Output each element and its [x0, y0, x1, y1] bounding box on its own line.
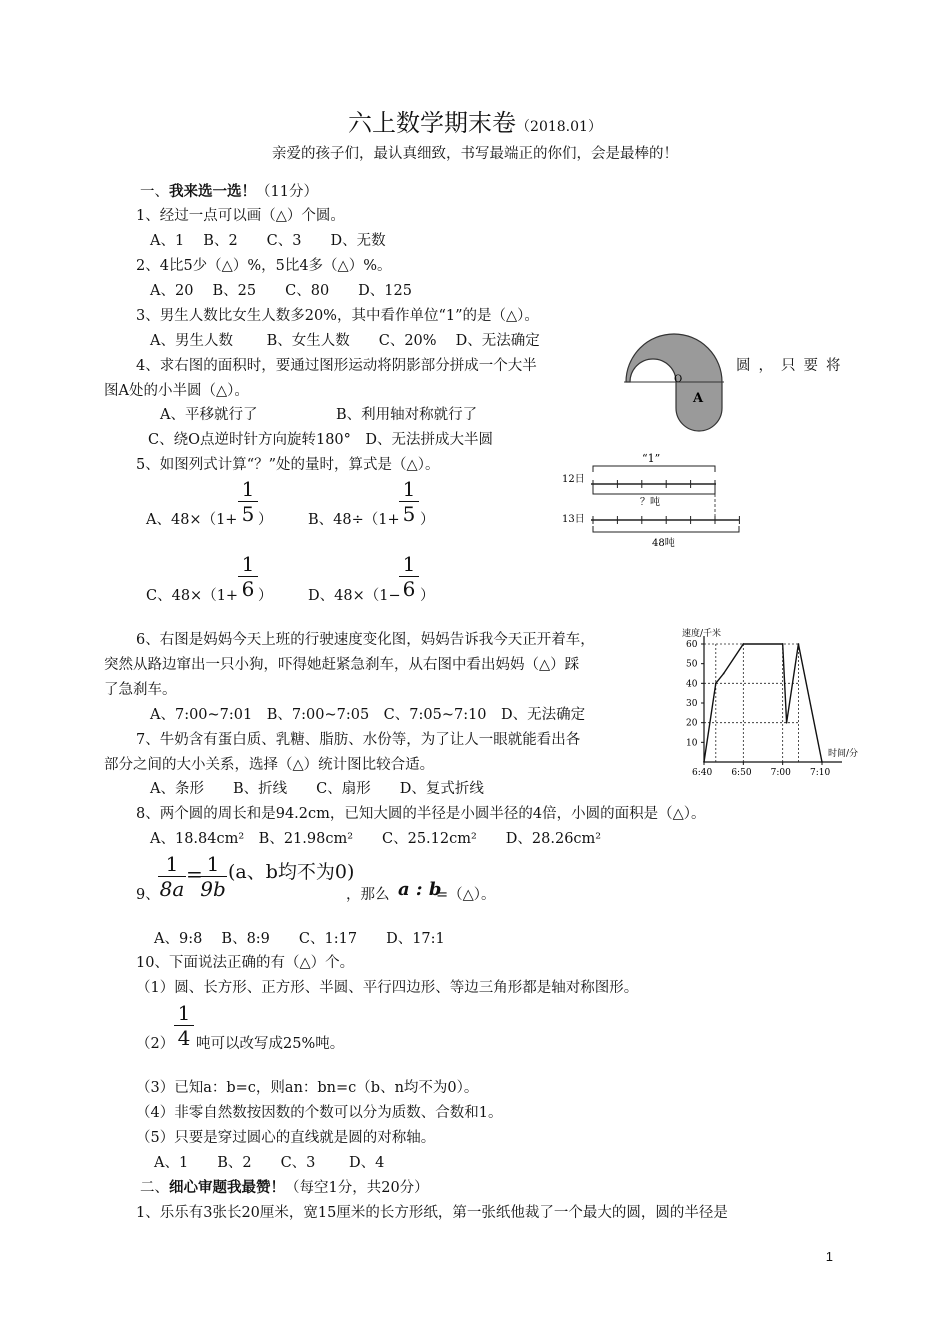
y-tick-label: 40	[686, 679, 698, 690]
q5-frac-b-num: 1	[402, 477, 416, 501]
chart-series	[703, 643, 823, 763]
q4-figure	[620, 330, 730, 410]
q8-stem: 8、两个圆的周长和是94.2cm，已知大圆的半径是小圆半径的4倍，小圆的面积是（△）。	[136, 806, 706, 822]
q5-opt-b-post: ）	[420, 512, 435, 528]
chart-y-ticks	[686, 640, 704, 748]
chart-axes	[704, 636, 842, 762]
title-date: （2018.01）	[516, 119, 602, 135]
q9-frac2-den: 9b	[200, 877, 226, 901]
q4-opt-cd: C、绕O点逆时针方向旋转180° D、无法拼成大半圆	[148, 432, 494, 448]
q8-options: A、18.84cm² B、21.98cm² C、25.12cm² D、28.26cm²	[150, 831, 602, 847]
q9-tail: =（△）。	[436, 887, 496, 903]
x-tick-label: 7:00	[770, 768, 791, 778]
q6-line2: 突然从路边窜出一只小狗，吓得她赶紧急刹车，从右图中看出妈妈（△）踩	[104, 657, 580, 673]
q5-opt-d-post: ）	[420, 588, 435, 604]
series-point	[703, 761, 705, 763]
section1-num: 一、	[140, 184, 169, 200]
q4-label-a: A	[693, 391, 704, 406]
q7-line1: 7、牛奶含有蛋白质、乳糖、脂肪、水份等，为了让人一眼就能看出各	[136, 732, 581, 748]
q10-s2-pre: （2）	[136, 1036, 175, 1052]
q5-segment-figure	[560, 448, 750, 552]
q7-options: A、条形 B、折线 C、扇形 D、复式折线	[150, 781, 484, 797]
q5-frac-c	[238, 553, 258, 600]
q5-frac-c-num: 1	[241, 552, 255, 576]
y-tick-label: 30	[686, 699, 698, 709]
q10-s4: （4）非零自然数按因数的个数可以分为质数、合数和1。	[136, 1105, 503, 1121]
speed-line-chart	[672, 622, 859, 780]
series-point	[742, 643, 744, 645]
q5-opt-b-pre: B、48÷（1+	[308, 512, 400, 528]
q5-fig-unit-label: “1”	[642, 452, 661, 465]
q1-stem: 1、经过一点可以画（△）个圆。	[136, 208, 345, 224]
q4-stem-c: 图A处的小半圆（△）。	[104, 383, 249, 399]
q4-label-o: O	[674, 374, 683, 385]
q5-frac-d-num: 1	[402, 552, 416, 576]
q10-s3: （3）已知a：b=c，则an：bn=c（b、n均不为0）。	[136, 1080, 479, 1096]
q5-frac-d	[399, 553, 419, 600]
q4-opt-b: B、利用轴对称就行了	[336, 407, 478, 423]
section1-title: 我来选一选！	[169, 183, 256, 200]
series-point	[782, 643, 784, 645]
q5-fig-48-label: 48吨	[652, 538, 675, 549]
q5-total-brace	[593, 526, 739, 532]
q5-opt-a-pre: A、48×（1+	[146, 512, 238, 528]
section2-num: 二、	[140, 1180, 169, 1196]
section2-heading	[140, 1178, 429, 1198]
x-tick-label: 6:40	[692, 768, 713, 778]
q5-opt-c-post: ）	[258, 588, 273, 604]
title-text: 六上数学期末卷	[348, 109, 517, 137]
chart-xlabel: 时间/分	[828, 749, 859, 759]
section1-heading	[140, 182, 318, 202]
q9-ratio: a : b	[398, 879, 442, 900]
series-point	[798, 643, 800, 645]
q9-num: 9、	[136, 887, 160, 903]
q9-options: A、9:8 B、8:9 C、1:17 D、17:1	[154, 931, 445, 947]
q5-fig-q-label: ？吨	[640, 497, 660, 508]
q5-frac-d-den: 6	[402, 577, 416, 601]
s2-q1: 1、乐乐有3张长20厘米，宽15厘米的长方形纸，第一张纸他裁了一个最大的圆，圆的半径是	[136, 1205, 728, 1221]
q5-opt-c-pre: C、48×（1+	[146, 588, 239, 604]
q9-frac2	[199, 853, 227, 900]
q10-s5: （5）只要是穿过圆心的直线就是圆的对称轴。	[136, 1130, 436, 1146]
q10-s2-frac-num: 1	[177, 1001, 191, 1025]
y-tick-label: 60	[686, 640, 698, 650]
q9-frac2-num: 1	[206, 852, 220, 876]
y-tick-label: 20	[686, 718, 698, 729]
q6-options: A、7:00~7:01 B、7:00~7:05 C、7:05~7:10 D、无法确定	[150, 707, 586, 723]
q5-frac-a	[238, 478, 258, 525]
section1-score: （11分）	[256, 184, 318, 200]
q5-opt-d-pre: D、48×（1−	[308, 588, 401, 604]
q5-opt-a-post: ）	[258, 512, 273, 528]
q4-stem-a: 4、求右图的面积时，要通过图形运动将阴影部分拼成一个大半	[136, 358, 537, 374]
q9-frac1-den: 8a	[159, 877, 185, 901]
section2-title: 细心审题我最赞！	[169, 1179, 285, 1196]
q5-frac-c-den: 6	[241, 577, 255, 601]
q5-frac-a-den: 5	[241, 502, 255, 526]
q10-s1: （1）圆、长方形、正方形、半圆、平行四边形、等边三角形都是轴对称图形。	[136, 980, 639, 996]
series-point	[821, 761, 823, 763]
q5-frac-b-den: 5	[402, 502, 416, 526]
q10-s2-frac	[174, 1002, 194, 1049]
q5-fig-day13: 13日	[562, 514, 585, 525]
q5-question-brace	[593, 488, 715, 494]
q9-equals: =	[186, 862, 203, 886]
q2-stem: 2、4比5少（△）%，5比4多（△）%。	[136, 258, 392, 274]
q9-then: ，那么	[346, 887, 390, 903]
subtitle: 亲爱的孩子们，最认真细致，书写最端正的你们，会是最棒的！	[272, 146, 678, 162]
y-tick-label: 10	[686, 738, 698, 749]
chart-x-ticks	[692, 762, 830, 778]
q10-stem: 10、下面说法正确的有（△）个。	[136, 955, 355, 971]
q9-frac1-num: 1	[165, 852, 179, 876]
q10-options: A、1 B、2 C、3 D、4	[154, 1155, 385, 1171]
q4-opt-a: A、平移就行了	[160, 407, 258, 423]
series-point	[723, 673, 725, 675]
q3-stem: 3、男生人数比女生人数多20%，其中看作单位“1”的是（△）。	[136, 308, 539, 324]
q5-frac-b	[399, 478, 419, 525]
q4-stem-b: 圆，只要将	[736, 358, 849, 374]
chart-ylabel: 速度/千米	[682, 629, 722, 639]
x-tick-label: 7:10	[810, 768, 831, 778]
q9-condition: (a、b均不为0)	[228, 861, 355, 883]
q6-line1: 6、右图是妈妈今天上班的行驶速度变化图，妈妈告诉我今天正开着车，	[136, 632, 595, 648]
q5-frac-a-num: 1	[241, 477, 255, 501]
q5-stem: 5、如图列式计算“？”处的量时，算式是（△）。	[136, 457, 440, 473]
q10-s2-frac-den: 4	[177, 1026, 191, 1050]
page-number: 1	[825, 1249, 833, 1264]
q9-frac1	[158, 853, 186, 900]
q6-line3: 了急刹车。	[104, 682, 177, 698]
x-tick-label: 6:50	[731, 768, 752, 778]
q3-options: A、男生人数 B、女生人数 C、20% D、无法确定	[150, 333, 540, 349]
q1-options: A、1 B、2 C、3 D、无数	[150, 233, 386, 249]
section2-score: （每空1分，共20分）	[285, 1180, 429, 1196]
series-line	[704, 644, 822, 762]
q5-unit-brace	[593, 466, 715, 472]
y-tick-label: 50	[686, 659, 698, 670]
series-point	[715, 682, 717, 684]
q2-options: A、20 B、25 C、80 D、125	[150, 283, 412, 299]
q5-fig-day12: 12日	[562, 474, 585, 485]
series-point	[786, 722, 788, 724]
q7-line2: 部分之间的大小关系，选择（△）统计图比较合适。	[104, 757, 435, 773]
q10-s2-post: 吨可以改写成25%吨。	[196, 1036, 345, 1052]
page-title	[0, 103, 950, 138]
